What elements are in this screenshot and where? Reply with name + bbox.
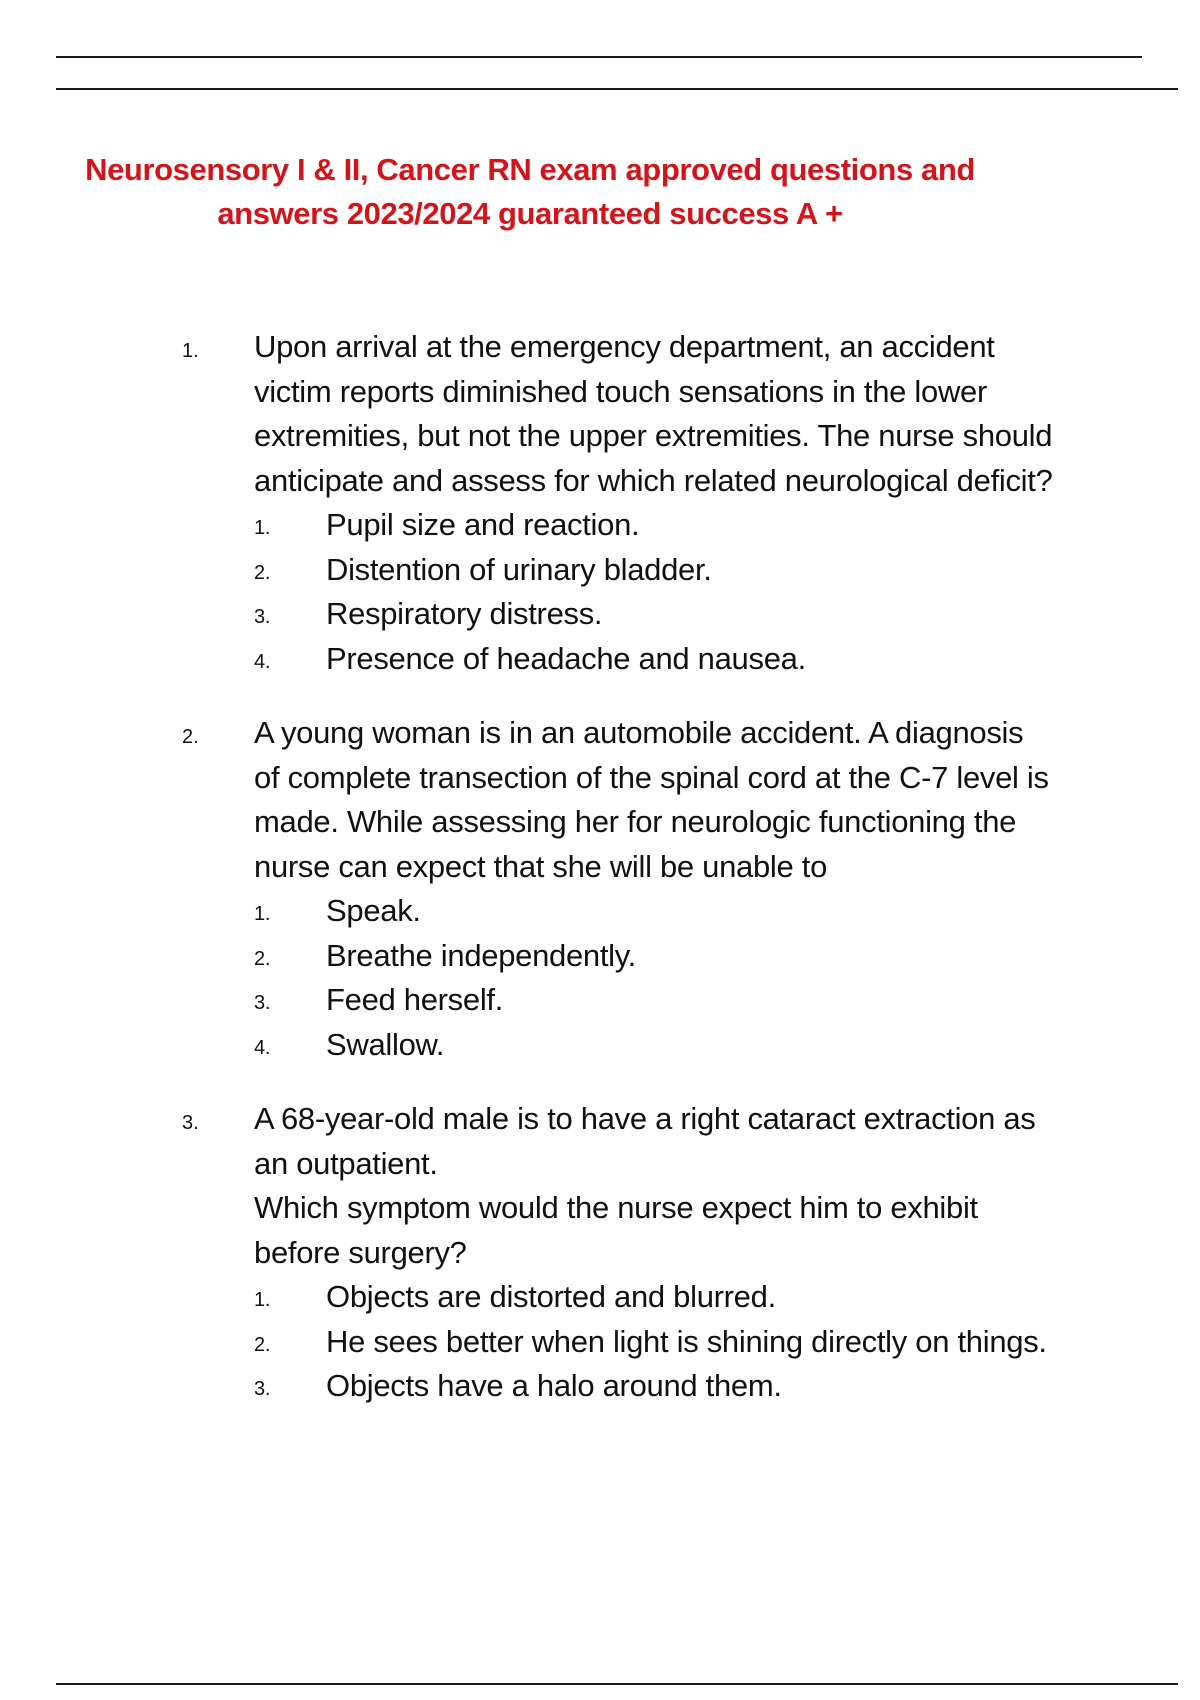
option-number: 1. — [254, 1289, 271, 1311]
answer-option — [254, 978, 1054, 1023]
question-number: 1. — [182, 340, 199, 362]
answer-option — [254, 503, 1054, 548]
answer-option — [254, 889, 1054, 934]
option-number: 2. — [254, 1333, 271, 1356]
header-rule-top — [56, 56, 1142, 58]
question-text-paragraph: Which symptom would the nurse expect him to exhibit before surgery? — [254, 1190, 978, 1270]
question-text-paragraph: Upon arrival at the emergency department, an accident victim reports diminished touch sensations in the lower extremities, but not the upper extremities. The nurse should anticipate and assess for which related neurological deficit? — [254, 329, 1053, 498]
question-number: 2. — [182, 726, 199, 748]
document-title — [40, 148, 1020, 236]
question-text — [254, 325, 1054, 503]
option-number: 3. — [254, 606, 271, 628]
option-text: Pupil size and reaction. — [326, 507, 640, 542]
option-text: Breathe independently. — [326, 937, 636, 973]
answer-option — [254, 1364, 1054, 1409]
answer-options — [254, 1275, 1054, 1409]
option-text: Swallow. — [326, 1026, 445, 1062]
answer-option — [254, 592, 1054, 637]
question-number: 3. — [182, 1112, 199, 1134]
answer-options — [254, 503, 1054, 681]
header-rule-bottom — [56, 88, 1178, 90]
question-body — [254, 711, 1054, 1067]
answer-options — [254, 889, 1054, 1067]
question-body — [254, 1097, 1054, 1409]
question-text-paragraph: A young woman is in an automobile accident. A diagnosis of complete transection of the spinal cord at the C-7 level is made. While assessing her for neurologic functioning the nurse can expect that she will be unable to — [254, 715, 1049, 884]
option-number: 1. — [254, 517, 271, 539]
answer-option — [254, 1320, 1054, 1365]
question-text-paragraph: A 68-year-old male is to have a right cataract extraction as an outpatient. — [254, 1101, 1036, 1181]
option-number: 4. — [254, 1036, 271, 1059]
option-number: 3. — [254, 1378, 271, 1400]
answer-option — [254, 934, 1054, 979]
answer-option — [254, 637, 1054, 682]
option-text: Feed herself. — [326, 982, 504, 1017]
option-text: Objects are distorted and blurred. — [326, 1279, 776, 1314]
option-number: 2. — [254, 561, 271, 584]
option-number: 2. — [254, 947, 271, 970]
question-item — [0, 1097, 1200, 1409]
answer-option — [254, 1275, 1054, 1320]
question-text — [254, 711, 1054, 889]
footer-rule — [56, 1683, 1178, 1685]
question-list — [0, 325, 1200, 1439]
question-body — [254, 325, 1054, 681]
option-text: Objects have a halo around them. — [326, 1368, 782, 1403]
option-number: 1. — [254, 903, 271, 925]
question-text — [254, 1097, 1054, 1275]
title-line-1: Neurosensory I & II, Cancer RN exam approved questions and — [85, 152, 975, 187]
option-text: Presence of headache and nausea. — [326, 640, 806, 676]
option-text: Respiratory distress. — [326, 596, 603, 631]
option-text: Distention of urinary bladder. — [326, 551, 712, 587]
answer-option — [254, 1023, 1054, 1068]
title-line-2: answers 2023/2024 guaranteed success A + — [217, 196, 843, 231]
option-number: 3. — [254, 992, 271, 1014]
answer-option — [254, 548, 1054, 593]
option-number: 4. — [254, 650, 271, 673]
question-item — [0, 325, 1200, 681]
option-text: He sees better when light is shining directly on things. — [326, 1323, 1047, 1359]
option-text: Speak. — [326, 893, 421, 928]
question-item — [0, 711, 1200, 1067]
